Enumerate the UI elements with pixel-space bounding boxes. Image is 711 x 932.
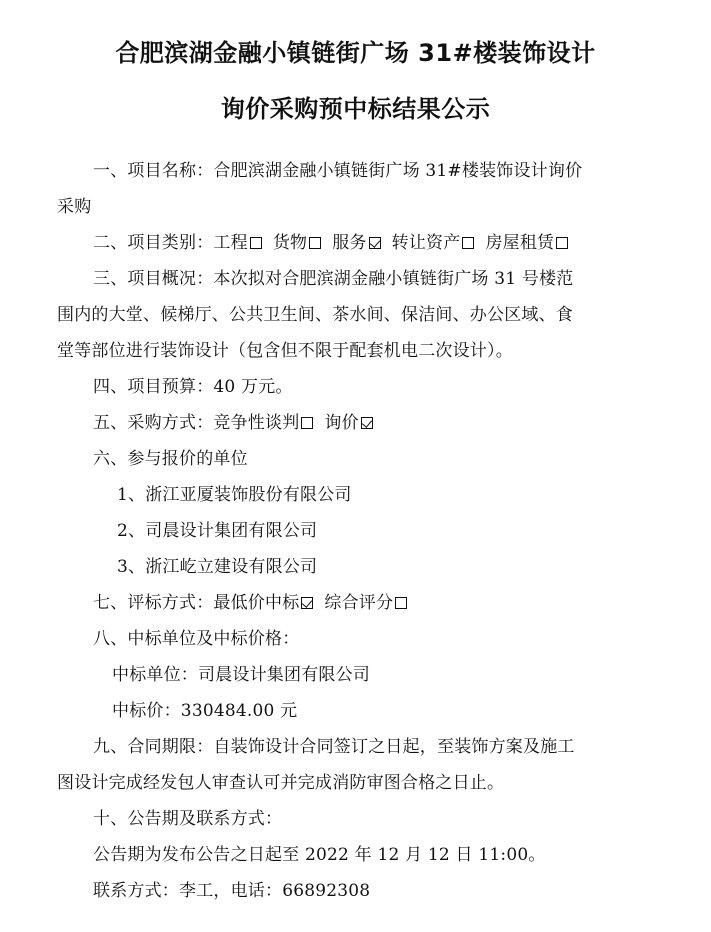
- checkbox-inquiry-checked: [361, 417, 373, 429]
- option-lowest-price: 最低价中标: [213, 593, 300, 613]
- evaluation-method: [93, 591, 410, 615]
- project-overview-line-3: 堂等部位进行装饰设计（包含但不限于配套机电二次设计）。: [57, 341, 513, 361]
- checkbox-engineering: [250, 237, 262, 249]
- checkbox-service-checked: [369, 237, 381, 249]
- project-overview-line-2: 围内的大堂、候梯厅、公共卫生间、茶水间、保洁间、办公区域、食: [57, 305, 573, 325]
- option-house-lease: 房屋租赁: [485, 233, 555, 253]
- winner-name: 中标单位：司晨设计集团有限公司: [112, 665, 370, 685]
- checkbox-competitive-negotiation: [301, 417, 313, 429]
- evaluation-method-label: 七、评标方式：: [93, 593, 214, 613]
- project-overview-line-1: 三、项目概况：本次拟对合肥滨湖金融小镇链街广场 31 号楼范: [93, 269, 574, 289]
- winning-price: 中标价：330484.00 元: [112, 701, 298, 721]
- project-budget: 四、项目预算：40 万元。: [93, 377, 293, 397]
- bidder-item-2: 2、司晨设计集团有限公司: [117, 521, 318, 541]
- option-competitive-negotiation: 竞争性谈判: [213, 413, 300, 433]
- checkbox-lowest-price-checked: [301, 597, 313, 609]
- notice-heading: 十、公告期及联系方式：: [93, 809, 283, 829]
- procurement-method: [93, 411, 376, 435]
- title-line-1: 合肥滨湖金融小镇链街广场 31#楼装饰设计: [115, 39, 596, 67]
- notice-period: 公告期为发布公告之日起至 2022 年 12 月 12 日 11:00。: [93, 845, 546, 865]
- checkbox-asset-transfer: [462, 237, 474, 249]
- bidder-item-1: 1、浙江亚厦装饰股份有限公司: [117, 485, 352, 505]
- project-name-line-2: 采购: [57, 197, 92, 217]
- bidder-item-3: 3、浙江屹立建设有限公司: [117, 557, 318, 577]
- option-service: 服务: [332, 233, 367, 253]
- option-inquiry: 询价: [324, 413, 359, 433]
- project-name-line-1: 一、项目名称：合肥滨湖金融小镇链街广场 31#楼装饰设计询价: [93, 161, 583, 181]
- winner-heading: 八、中标单位及中标价格：: [93, 629, 300, 649]
- contact-info: 联系方式：李工，电话：66892308: [93, 881, 371, 901]
- project-category-label: 二、项目类别：: [93, 233, 214, 253]
- title-line-2: 询价采购预中标结果公示: [220, 95, 491, 123]
- procurement-method-label: 五、采购方式：: [93, 413, 214, 433]
- checkbox-comprehensive-score: [395, 597, 407, 609]
- option-comprehensive-score: 综合评分: [324, 593, 394, 613]
- contract-period-line-2: 图设计完成经发包人审查认可并完成消防审图合格之日止。: [57, 773, 505, 793]
- project-category: [93, 231, 571, 255]
- checkbox-house-lease: [556, 237, 568, 249]
- option-goods: 货物: [272, 233, 308, 253]
- contract-period-line-1: 九、合同期限：自装饰设计合同签订之日起，至装饰方案及施工: [93, 737, 575, 757]
- checkbox-goods: [309, 237, 321, 249]
- option-engineering: 工程: [213, 233, 248, 253]
- option-asset-transfer: 转让资产: [391, 233, 461, 253]
- bidders-heading: 六、参与报价的单位: [93, 449, 248, 469]
